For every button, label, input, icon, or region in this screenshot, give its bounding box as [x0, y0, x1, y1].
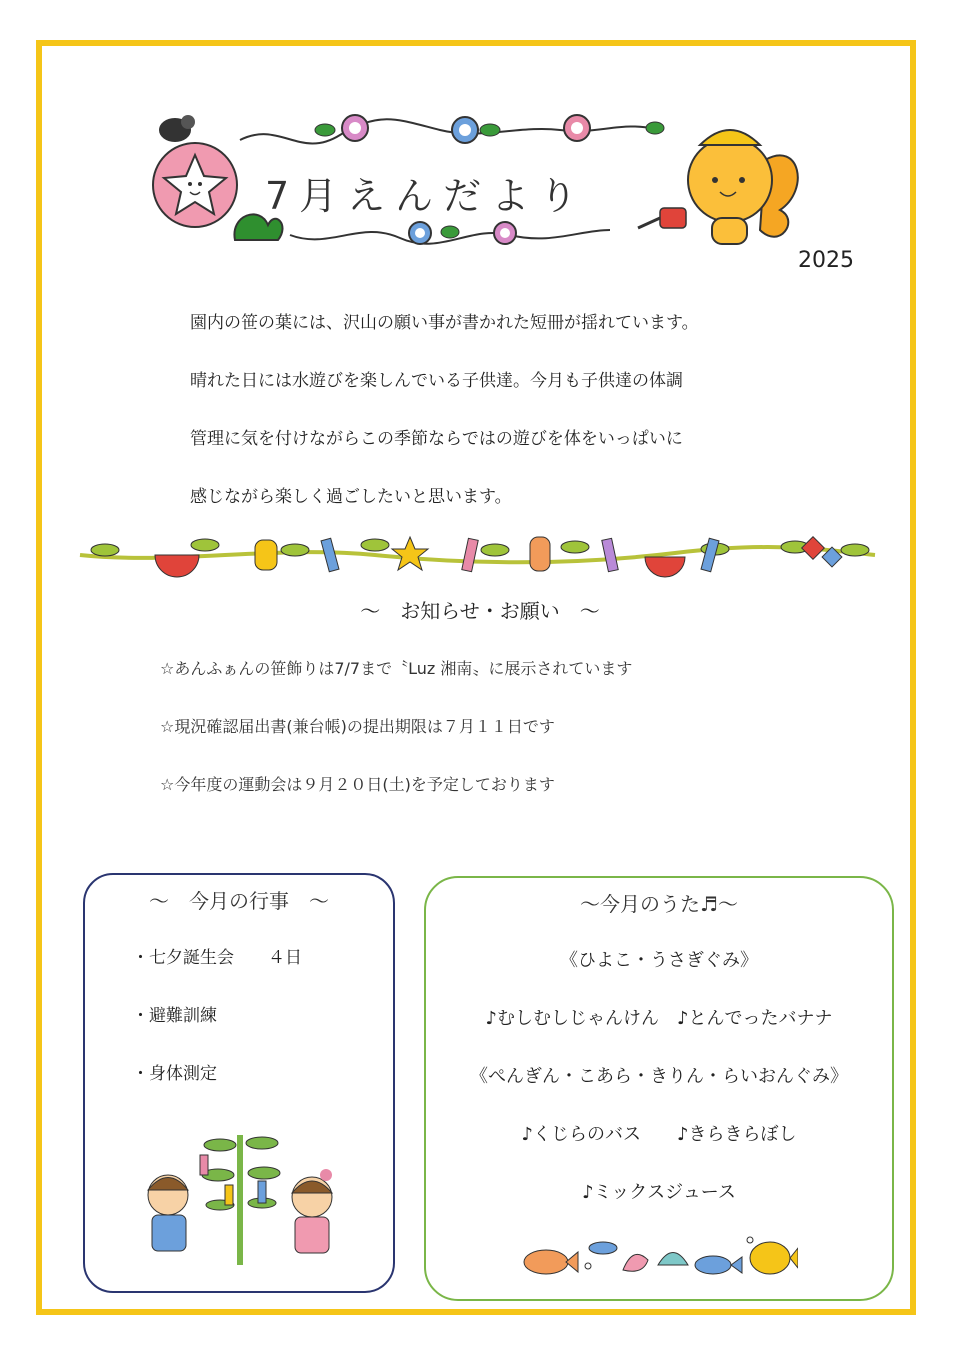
page-title: 7月えんだより	[265, 174, 588, 218]
notice-item: ☆今年度の運動会は９月２０日(土)を予定しております	[160, 775, 555, 794]
song-line: ♪くじらのバス ♪きらきらぼし	[521, 1124, 797, 1145]
children-bamboo-icon	[130, 1125, 350, 1270]
song-line: ♪むしむしじゃんけん ♪とんでったバナナ	[485, 1008, 833, 1029]
intro-line: 感じながら楽しく過ごしたいと思います。	[190, 487, 512, 507]
song-line: ♪ミックスジュース	[582, 1182, 736, 1203]
event-item: ・避難訓練	[132, 1006, 217, 1026]
notices-heading: ～ お知らせ・お願い ～	[360, 599, 600, 623]
events-box	[83, 873, 395, 1293]
sea-creatures-icon	[518, 1230, 798, 1285]
star-flower-icon	[153, 143, 237, 227]
notice-item: ☆あんふぁんの笹飾りは7/7まで〝Luz 湘南〟に展示されています	[160, 659, 633, 678]
ladybug-icon	[159, 115, 195, 142]
events-heading: ～ 今月の行事 ～	[149, 889, 329, 913]
year-label: 2025	[798, 248, 854, 273]
songs-heading: ～今月のうた♬～	[580, 892, 738, 916]
song-line: 《ぺんぎん・こあら・きりん・らいおんぐみ》	[470, 1066, 848, 1087]
intro-line: 晴れた日には水遊びを楽しんでいる子供達。今月も子供達の体調	[190, 371, 683, 391]
event-item: ・身体測定	[132, 1064, 217, 1084]
squirrel-mascot-icon	[638, 130, 798, 244]
event-item: ・七夕誕生会 ４日	[132, 948, 302, 968]
tanabata-garland-icon	[75, 525, 880, 585]
intro-line: 管理に気を付けながらこの季節ならではの遊びを体をいっぱいに	[190, 429, 683, 449]
intro-line: 園内の笹の葉には、沢山の願い事が書かれた短冊が揺れています。	[190, 313, 699, 333]
notice-item: ☆現況確認届出書(兼台帳)の提出期限は７月１１日です	[160, 717, 555, 736]
songs-box	[424, 876, 894, 1301]
song-line: 《ひよこ・うさぎぐみ》	[560, 950, 758, 971]
